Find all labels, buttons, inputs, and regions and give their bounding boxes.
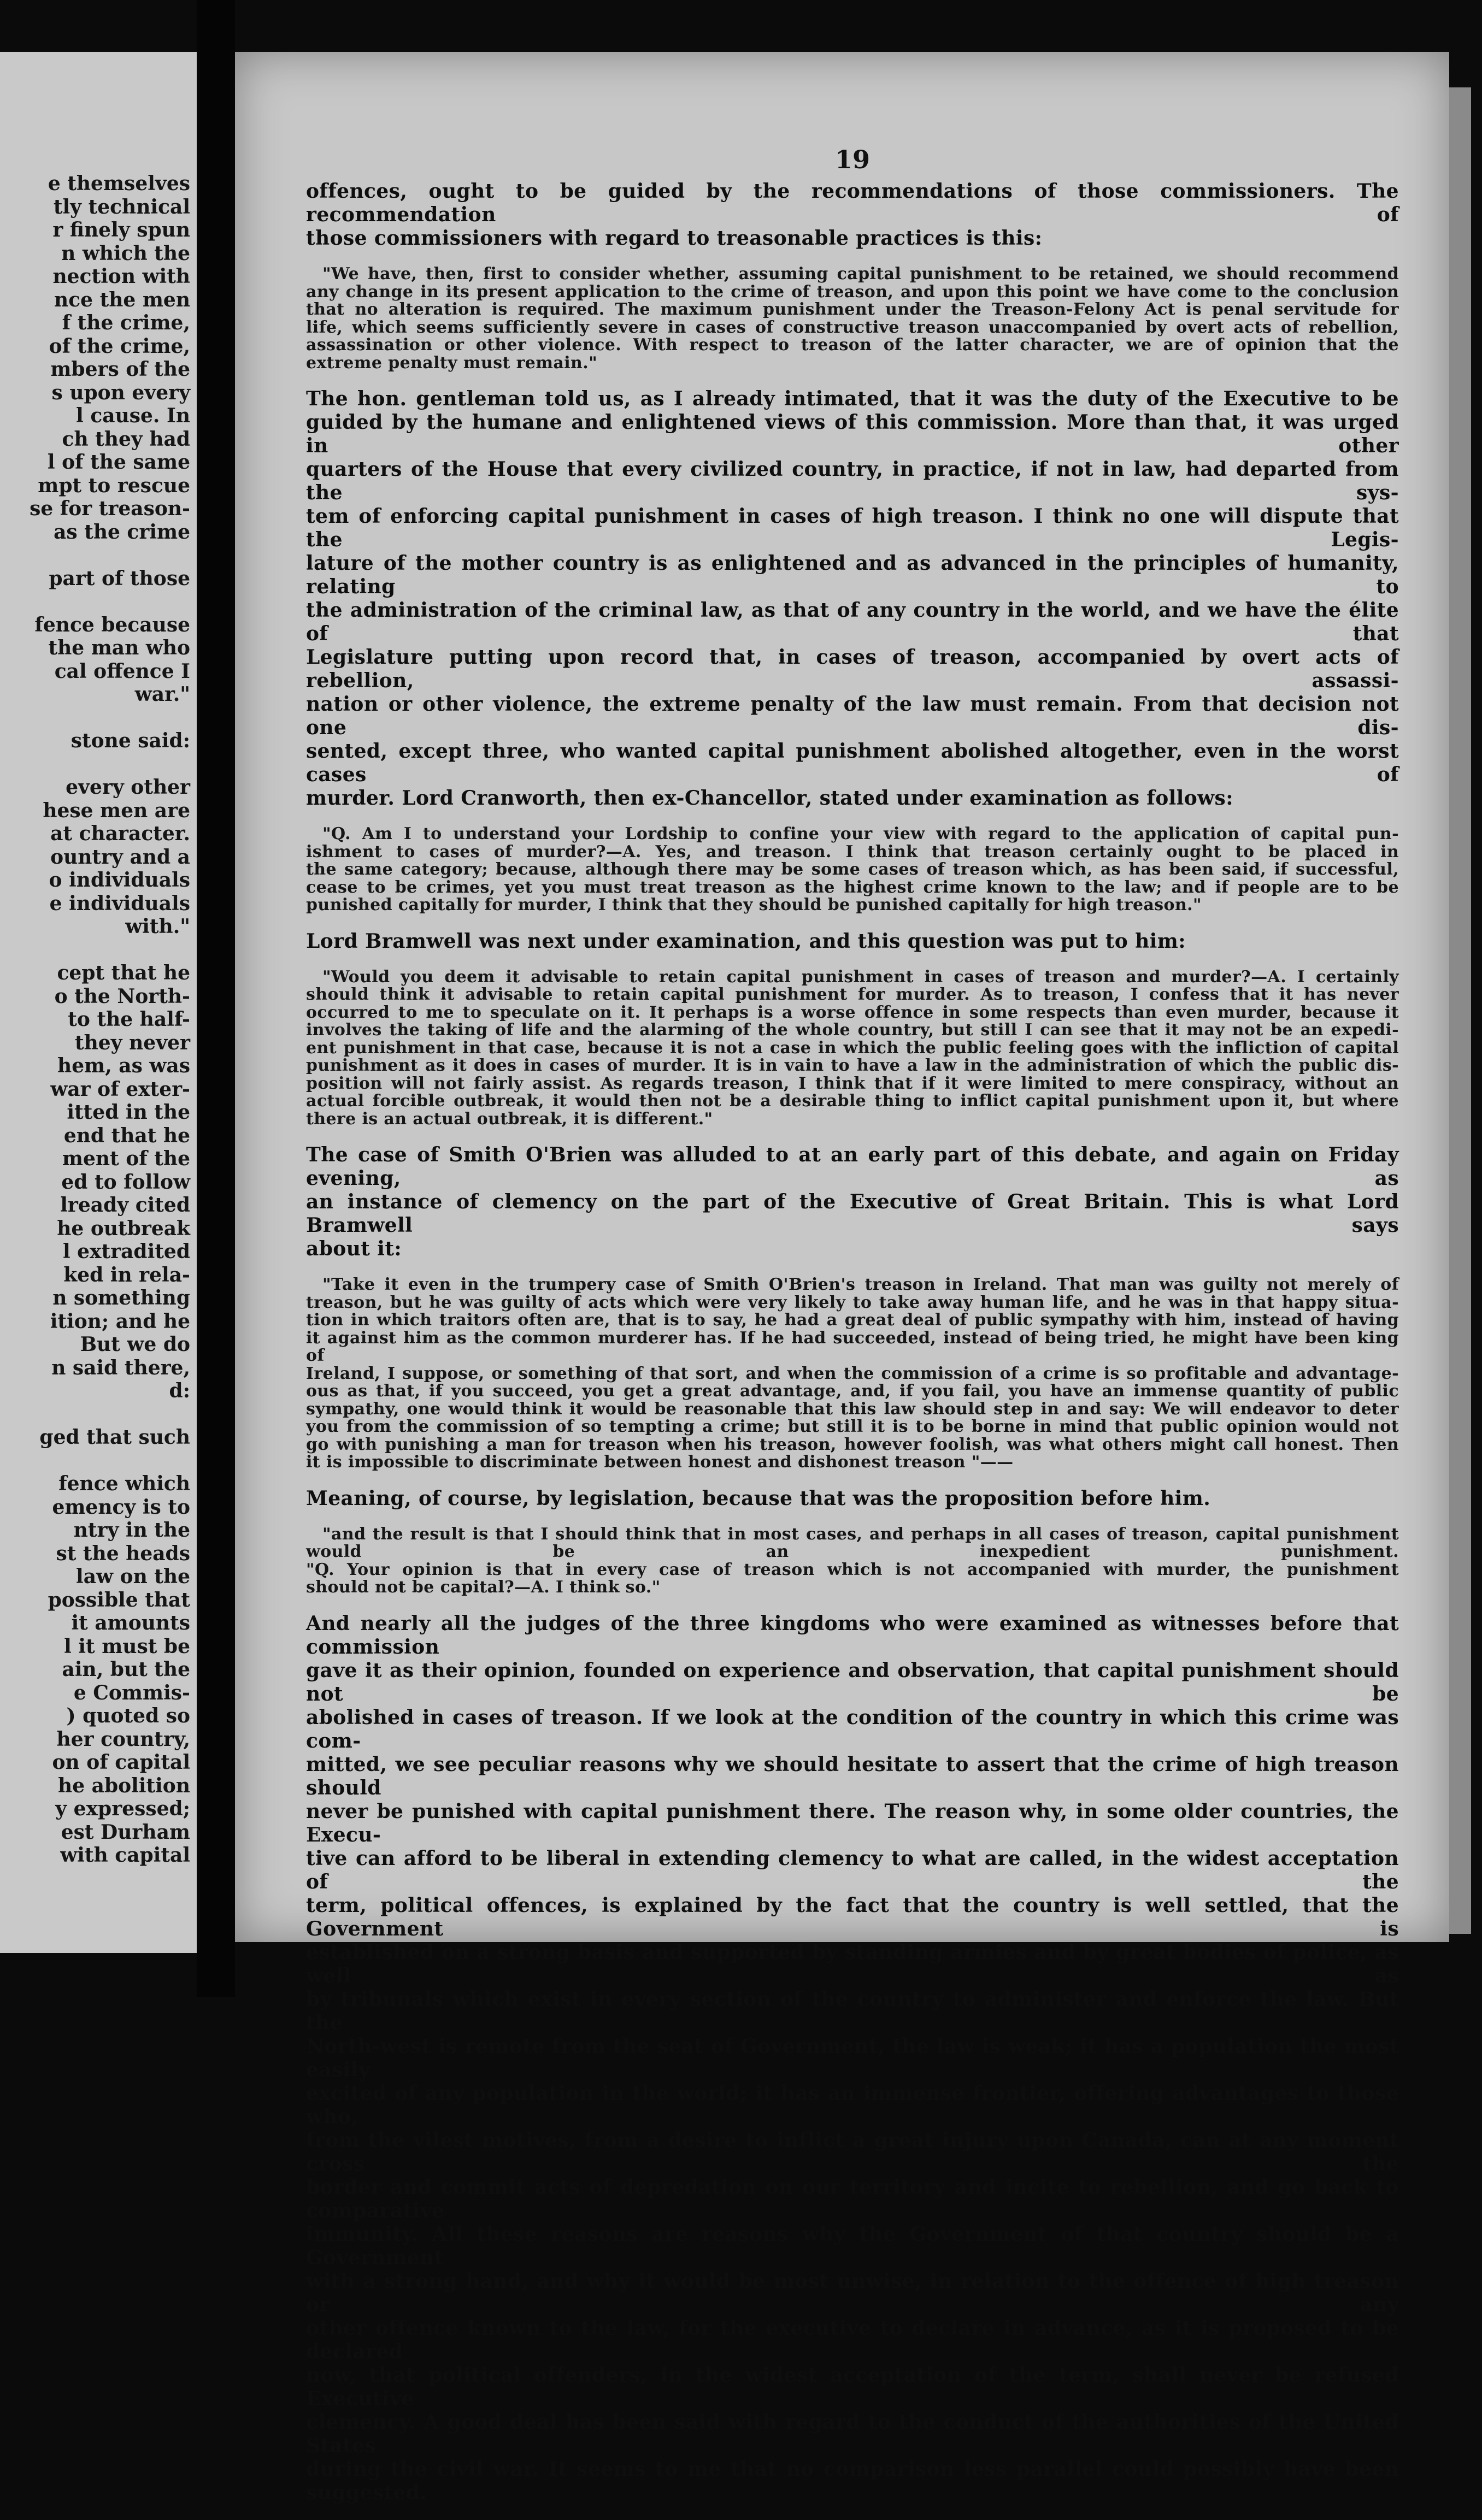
text-line: Legislature putting upon record that, in cases of treason, accompanied by overt acts of rebellion, assassi- [306,646,1399,692]
previous-page-line: part of those [49,566,190,590]
quoted-testimony [306,969,1399,1129]
previous-page-line: e individuals [49,892,190,915]
previous-page-line: cal offence I [54,659,190,683]
text-line: The hon. gentleman told us, as I already intimated, that it was the duty of the Executive to be [306,387,1399,410]
previous-page-line: st the heads [56,1542,190,1565]
previous-page-line: ) quoted so [66,1704,190,1727]
text-line: tem of enforcing capital punishment in cases of high treason. I think no one will dispute that the Legis- [306,505,1399,551]
previous-page-line: ked in rela- [63,1263,190,1286]
text-line: ous as that, if you succeed, you get a great advantage, and, if you fail, you have an immense quantity of public [306,1382,1399,1401]
previous-page-line: ountry and a [50,845,190,869]
previous-page-line: of the crime, [49,334,190,358]
previous-page-line: possible that [48,1588,190,1612]
text-line: extreme penalty must remain." [306,353,598,373]
body-paragraph [306,1143,1399,1261]
previous-page-line: d: [169,1379,190,1402]
previous-page-line [2,590,190,613]
text-line: position will not fairly assist. As regards treason, I think that if it were limited to mere conspiracy, without an [306,1073,1399,1093]
text-line: it against him as the common murderer has. If he had succeeded, instead of being tried, he might have been king of [306,1328,1399,1365]
previous-page-line: l cause. In [76,404,190,427]
previous-page-line: they never [74,1031,190,1054]
previous-page-line: l it must be [64,1634,190,1658]
previous-page-line: war of exter- [50,1077,190,1101]
previous-page-line: hem, as was [57,1054,190,1077]
previous-page-line: to the half- [68,1008,190,1031]
previous-page-line: he outbreak [57,1217,190,1240]
previous-page-line: n something [52,1286,190,1309]
text-line: it is impossible to discriminate between honest and dishonest treason "—— [306,1453,1014,1472]
text-line: from the vilest motives, from a desire to inflict a great injury upon Canada, can at any moment cross the [306,2128,1399,2175]
previous-page-line: y expressed; [55,1797,190,1820]
text-line: by tribunals which exist in every section of the country to administer and enforce the law. But the [306,1987,1399,2034]
text-line: guided by the humane and enlightened views of this commission. More than that, it was urged in other [306,411,1399,457]
previous-page-line: fence because [34,613,190,636]
previous-page-line: her country, [56,1727,190,1751]
text-line: that no alteration is required. The maximum punishment under the Treason-Felony Act is penal servitude for [306,300,1399,319]
text-line: the same category; because, although there may be some cases of treason which, as has been said, if successful, [306,860,1399,879]
previous-page-line: ment of the [62,1147,190,1170]
previous-page-line: e Commis- [73,1681,190,1704]
text-line: abolished in cases of treason. If we look at the condition of the country in which this crime was com- [306,1705,1399,1752]
text-line: other offence known to the law, for the executive to declare in advance, as it is proposed to be declared [306,2316,1399,2363]
text-line: now, that political offenders, in the widest acceptation of the term, shall never be refused Executive [306,2363,1399,2410]
text-line: "Take it even in the trumpery case of Smith O'Brien's treason in Ireland. That man was guilty not merely of [322,1275,1399,1294]
text-line: those commissioners with regard to treasonable practices is this: [306,227,1043,250]
previous-page-line: o the North- [54,984,190,1008]
text-line: excited of any population in the world; it has an immense frontier, offering advantages to those who, [306,2081,1399,2128]
previous-page-line: mbers of the [50,358,190,381]
text-line: Lord Bramwell was next under examination, and this question was put to him: [306,929,1186,953]
text-line: you from the commission of so tempting a crime; but still it is to be borne in mind that public opinion would not [306,1417,1399,1436]
text-line: nation or other violence, the extreme penalty of the law must remain. From that decision not one dis- [306,693,1399,739]
page-edge [1449,87,1471,1934]
text-line: immunity. All these reasons are reasons why the Government of that country should be a Government [306,2222,1399,2269]
previous-page-line: se for treason- [30,497,190,520]
text-line: involves the taking of life and the alarming of the whole country, but still I can see that it may not be an expedi- [306,1020,1399,1040]
previous-page-line: n said there, [51,1356,190,1379]
text-line: border and commit acts of depredation on our territory and incite to rebellion, and go back to comparative [306,2175,1399,2222]
text-line: ishment to cases of murder?—A. Yes, and treason. I think that treason certainly ought to be placed in [306,842,1399,861]
previous-page-line: lready cited [60,1194,190,1217]
page-body [306,180,1399,2505]
previous-page-line: mpt to rescue [38,474,190,497]
previous-page-line: l of the same [47,451,190,474]
text-line: And nearly all the judges of the three kingdoms who were examined as witnesses before that commission [306,1612,1399,1659]
previous-page-line: cept that he [57,961,190,984]
previous-page-line: nection with [52,265,190,288]
text-line: "Q. Your opinion is that in every case of treason which is not accompanied with murder, the punishment [306,1560,1399,1579]
text-line: actual forcible outbreak, it would then not be a desirable thing to inflict capital punishment upon it, but where [306,1091,1399,1111]
text-line: "and the result is that I should think that in most cases, and perhaps in all cases of treason, capital punishment [322,1524,1399,1544]
text-line: treason, but he was guilty of acts which were very likely to take away human life, and he was in that happy situa- [306,1293,1399,1312]
previous-page-line [2,753,190,776]
text-line: "Would you deem it advisable to retain capital punishment in cases of treason and murder?—A. I certainly [322,967,1399,987]
text-line: sented, except three, who wanted capital punishment abolished altogether, even in the worst cases of [306,740,1399,786]
text-line: lature of the mother country is as enlightened and as advanced in the principles of humanity, relating to [306,552,1399,598]
previous-page-line [2,1449,190,1473]
book-gutter [197,0,235,1997]
text-line: with a strong hand, and why it would be most unwise, in relation to the offence of high treason or any [306,2269,1399,2316]
text-line: ent punishment in that case, because it is not a case in which the public feeling goes with the infliction of capital [306,1038,1399,1058]
previous-page-line: But we do [80,1333,190,1356]
text-line: North-west is remote from the seat of Government, the law is weak; it has a population the most easily [306,2034,1399,2081]
text-line: the administration of the criminal law, as that of any country in the world, and we have the élite of that [306,599,1399,645]
previous-page-line: nce the men [54,288,190,311]
previous-page-line: r finely spun [52,219,190,241]
previous-page-line: f the crime, [62,311,190,334]
previous-page-line: every other [66,776,190,799]
previous-page-line: ed to follow [61,1170,190,1194]
previous-page-fragment [0,52,197,1953]
previous-page-line: stone said: [70,729,190,752]
body-paragraph [306,930,1399,953]
previous-page-line: n which the [61,241,190,265]
text-line: "Q. Am I to understand your Lordship to confine your view with regard to the application of capital pun- [322,824,1399,843]
previous-page-line: hese men are [43,799,190,822]
previous-page-line: end that he [63,1124,190,1147]
text-line: term, political offences, is explained by the fact that the country is well settled, that the Government is [306,1893,1399,1940]
previous-page-line: o individuals [49,869,190,892]
text-line: assassination or other violence. With respect to treason of the latter character, we are of opinion that the [306,335,1399,355]
previous-page-line: itted in the [67,1101,190,1124]
body-paragraph [306,1612,1399,2505]
previous-page-line: it amounts [71,1612,190,1634]
previous-page-line: e themselves [48,172,190,195]
previous-page-line: tly technical [53,195,190,219]
previous-page-line: the man who [48,636,190,659]
previous-page-text [2,172,190,1867]
body-paragraph [306,387,1399,810]
previous-page-line: war." [134,683,190,706]
text-line: murder. Lord Cranworth, then ex-Chancellor, stated under examination as follows: [306,787,1233,810]
text-line: offences, ought to be guided by the recommendations of those commissioners. The recommendation of [306,180,1399,226]
text-line: cease to be crimes, yet you must treat treason as the highest crime known to the law; and if people are to be [306,877,1399,897]
text-line: Ireland, I suppose, or something of that sort, and when the commission of a crime is so profitable and advantage- [306,1364,1399,1383]
text-line: established on a strong basis and supported by standing armies and by great bodies of police, as well as [306,1940,1399,1987]
text-line: an instance of clemency on the part of the Executive of Great Britain. This is what Lord Bramwell says [306,1190,1399,1237]
text-line: "We have, then, first to consider whether, assuming capital punishment to be retained, we should recommend [322,264,1399,284]
previous-page-line: ntry in the [73,1519,190,1542]
text-line: would be an inexpedient punishment. [306,1542,1399,1561]
previous-page-line [2,1403,190,1426]
text-line: life, which seems sufficiently severe in cases of constructive treason unaccompanied by overt acts of rebellion, [306,317,1399,337]
previous-page-line: at character. [50,822,190,845]
quoted-testimony [306,265,1399,372]
text-line: there is an actual outbreak, it is different." [306,1109,713,1129]
previous-page-line: ition; and he [50,1309,190,1333]
quoted-testimony [306,1276,1399,1472]
previous-page-line: s upon every [51,381,190,404]
previous-page-line [2,939,190,962]
text-line: punished capitally for murder, I think that they should be punished capitally for high treason." [306,895,1202,914]
text-line: quarters of the House that every civilized country, in practice, if not in law, had departed from the sys- [306,458,1399,504]
text-line: occurred to me to speculate on it. It perhaps is a worse offence in some respects than even murder, because it [306,1002,1399,1022]
body-paragraph [306,1487,1399,1510]
text-line: should think it advisable to retain capital punishment for murder. As to treason, I confess that it has never [306,985,1399,1004]
previous-page-line: with." [125,915,190,938]
text-line: tion in which traitors often are, that is to say, he had a great deal of public sympathy with him, instead of having [306,1311,1399,1330]
text-line: go with punishing a man for treason when his treason, however foolish, was what others might call honest. Then [306,1435,1399,1454]
text-line: during the civil war. It seems to me that no comparison less parallel could possibly have been suggested. [306,2457,1399,2504]
text-line: never be punished with capital punishment there. The reason why, in some older countries, the Execu- [306,1799,1399,1846]
text-line: The case of Smith O'Brien was alluded to at an early part of this debate, and again on Friday evening, as [306,1143,1399,1190]
text-line: sympathy, one would think it would be reasonable that this law should step in and say: We will endeavor to deter [306,1399,1399,1419]
previous-page-line: he abolition [58,1774,190,1797]
text-line: gave it as their opinion, founded on experience and observation, that capital punishment should not be [306,1659,1399,1705]
text-line: any change in its present application to the crime of treason, and upon this point we have come to the conclusion [306,282,1399,302]
quoted-testimony [306,825,1399,914]
document-page [235,52,1449,2504]
text-line: punishment as it does in cases of murder. It is in vain to have a law in the administration of which the public dis- [306,1056,1399,1075]
text-line: tive can afford to be liberal in extending clemency to what are called, in the widest acceptation of the [306,1846,1399,1893]
text-line: clemency. A good deal has been said with regard to the conduct of the authorities of the United States [306,2410,1399,2457]
previous-page-line: emency is to [52,1495,190,1519]
quoted-testimony [306,1526,1399,1597]
previous-page-line: fence which [58,1472,190,1495]
page-content [306,139,1399,2520]
text-line: about it: [306,1237,402,1260]
previous-page-line: ch they had [62,427,190,451]
previous-page-line: as the crime [54,520,190,544]
previous-page-line [2,706,190,730]
previous-page-line: on of capital [52,1751,190,1774]
body-paragraph [306,180,1399,250]
previous-page-line: with capital [60,1844,190,1867]
page-number: 19 [834,145,870,174]
previous-page-line: ged that such [39,1426,190,1449]
previous-page-line: l extradited [62,1240,190,1263]
previous-page-line: ain, but the [62,1658,190,1681]
text-line: Meaning, of course, by legislation, because that was the proposition before him. [306,1486,1211,1510]
previous-page-line: law on the [76,1565,190,1588]
text-line: mitted, we see peculiar reasons why we should hesitate to assert that the crime of high treason should [306,1752,1399,1799]
text-line: should not be capital?—A. I think so." [306,1578,661,1597]
previous-page-line [2,544,190,567]
previous-page-line: est Durham [61,1820,190,1844]
